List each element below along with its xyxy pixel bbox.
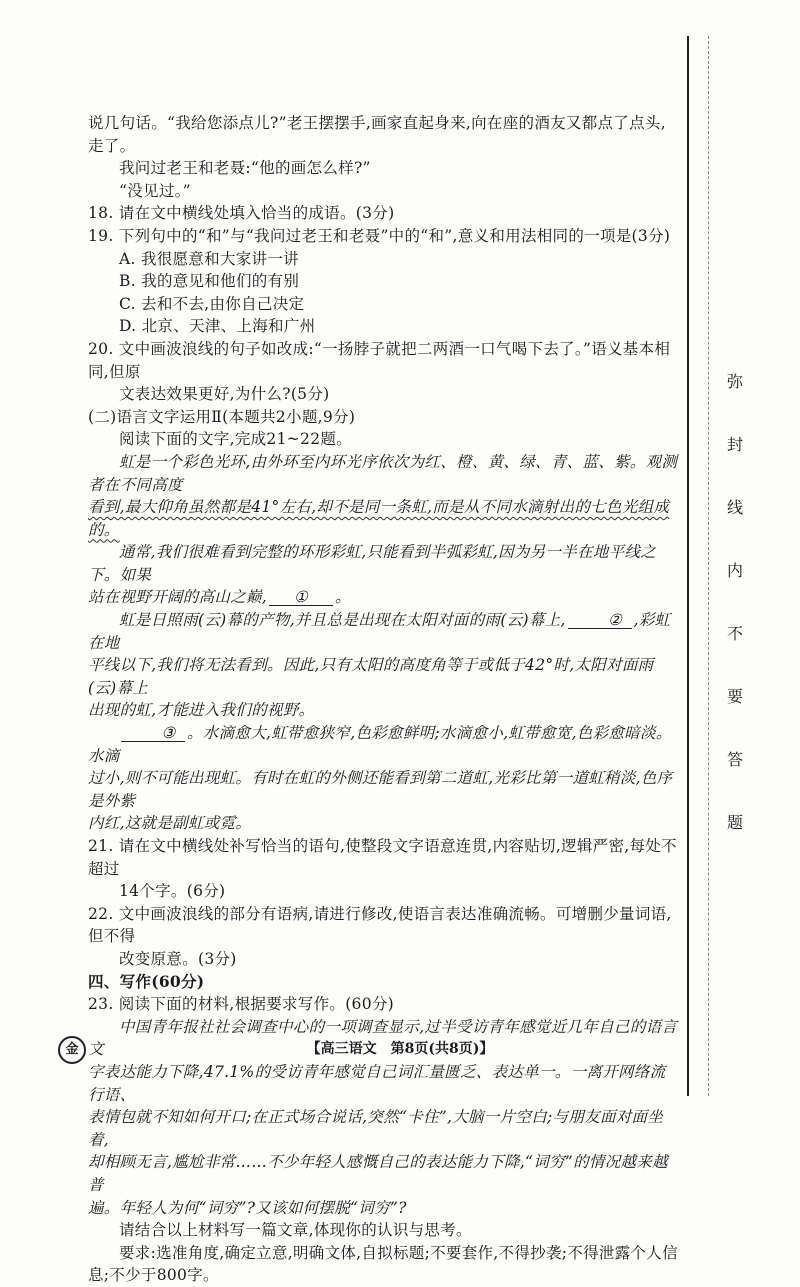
wavy-underlined-text: 看到,最大仰角虽然都是41°左右,却不是同一条虹,而是从不同水滴射出的七色光组成的。: [88, 498, 670, 539]
section-title: 四、写作(60分): [88, 971, 205, 991]
passage-text: 站在视野开阔的高山之巅,: [88, 588, 268, 607]
writing-requirements: 要求:选准角度,确定立意,明确文体,自拟标题;不要套作,不得抄袭;不得泄露个人信: [119, 1243, 678, 1262]
question-20-cont: 文表达效果更好,为什么?(5分): [119, 385, 330, 404]
passage-line: [88, 609, 678, 654]
seal-char: 弥: [726, 372, 743, 391]
seal-char: 题: [726, 813, 743, 832]
material-line: 却相顾无言,尴尬非常……不少年轻人感慨自己的表达能力下降,“词穷”的情况越来越普: [88, 1153, 668, 1194]
passage-line: 虹是一个彩色光环,由外环至内环光序依次为红、橙、黄、绿、青、蓝、紫。观测者在不同高度: [88, 452, 678, 494]
passage-text: 虹是日照雨(云)幕的产物,并且总是出现在太阳对面的雨(云)幕上,: [119, 611, 566, 630]
question-23: 23. 阅读下面的材料,根据要求写作。(60分): [88, 995, 395, 1014]
page-content: [88, 112, 678, 1287]
writing-requirements-cont: 息;不少于800字。: [88, 1266, 219, 1285]
passage-line: 内红,这就是副虹或霓。: [88, 814, 252, 833]
question-18: 18. 请在文中横线处填入恰当的成语。(3分): [88, 204, 395, 223]
binding-line: [687, 36, 689, 1096]
story-line: 我问过老王和老聂:“他的画怎么样?”: [119, 159, 371, 178]
question-20: 20. 文中画波浪线的句子如改成:“一扬脖子就把二两酒一口气喝下去了。”语义基本相同,但原: [88, 339, 671, 381]
writing-task: 请结合以上材料写一篇文章,体现你的认识与思考。: [119, 1221, 472, 1240]
question-22-cont: 改变原意。(3分): [119, 949, 237, 968]
passage-wavy-line: [88, 496, 678, 541]
passage-line: 过小,则不可能出现虹。有时在虹的外侧还能看到第二道虹,光彩比第一道虹稍淡,色序是外紫: [88, 769, 673, 810]
passage-line: 出现的虹,才能进入我们的视野。: [88, 701, 315, 720]
option-b: B. 我的意见和他们的有别: [119, 272, 300, 291]
seal-char: 线: [726, 498, 743, 517]
question-21-cont: 14个字。(6分): [119, 882, 226, 901]
seal-char: 答: [726, 750, 743, 769]
material-line: 字表达能力下降,47.1%的受访青年感觉自己词汇量匮乏、表达单一。一离开网络流行语、: [88, 1062, 666, 1104]
passage-text: 。水滴愈大,虹带愈狭窄,色彩愈鲜明;水滴愈小,虹带愈宽,色彩愈暗淡。水滴: [88, 724, 672, 765]
blank-1: ①: [269, 589, 333, 606]
option-d: D. 北京、天津、上海和广州: [119, 317, 316, 336]
passage-line: [88, 722, 678, 767]
option-c: C. 去和不去,由你自己决定: [119, 294, 305, 313]
question-19: 19. 下列句中的“和”与“我问过老王和老聂”中的“和”,意义和用法相同的一项是(3分): [88, 226, 671, 245]
question-21: 21. 请在文中横线处补写恰当的语句,使整段文字语意连贯,内容贴切,逻辑严密,每处不超过: [88, 837, 677, 878]
blank-3: ③: [121, 725, 185, 742]
story-line: “没见过。”: [119, 181, 191, 200]
binding-dashed-line: [708, 36, 709, 1096]
publisher-logo-icon: 金: [58, 1036, 86, 1064]
seal-char: 封: [726, 435, 743, 454]
passage-text: 。: [335, 588, 351, 607]
passage-line: 平线以下,我们将无法看到。因此,只有太阳的高度角等于或低于42°时,太阳对面雨(云)幕上: [88, 656, 654, 697]
blank-2: ②: [568, 612, 632, 629]
material-line: 中国青年报社社会调查中心的一项调查显示,过半受访青年感觉近几年自己的语言文: [88, 1017, 678, 1059]
section-title: (二)语言文字运用Ⅱ(本题共2小题,9分): [88, 407, 356, 426]
question-22: 22. 文中画波浪线的部分有语病,请进行修改,使语言表达准确流畅。可增删少量词语,但不得: [88, 904, 672, 946]
seal-char: 要: [726, 687, 743, 706]
option-a: A. 我很愿意和大家讲一讲: [119, 249, 299, 268]
passage-line: 通常,我们很难看到完整的环形彩虹,只能看到半弧彩虹,因为另一半在地平线之下。如果: [88, 543, 657, 584]
page-footer: 【高三语文 第8页(共8页)】: [306, 1041, 494, 1057]
passage-text: ,彩虹在地: [88, 611, 671, 652]
seal-line-notice: [710, 372, 760, 876]
story-line: 说几句话。“我给您添点儿?”老王摆摆手,画家直起身来,向在座的酒友又都点了点头,走了。: [88, 114, 666, 155]
material-line: 表情包就不知如何开口;在正式场合说话,突然“卡住”,大脑一片空白;与朋友面对面坐着,: [88, 1108, 664, 1149]
seal-char: 内: [726, 561, 743, 580]
seal-char: 不: [726, 624, 743, 643]
passage-line: [88, 586, 678, 609]
material-line: 遍。年轻人为何“词穷”?又该如何摆脱“词穷”?: [88, 1198, 407, 1217]
reading-instruction: 阅读下面的文字,完成21~22题。: [119, 430, 352, 449]
